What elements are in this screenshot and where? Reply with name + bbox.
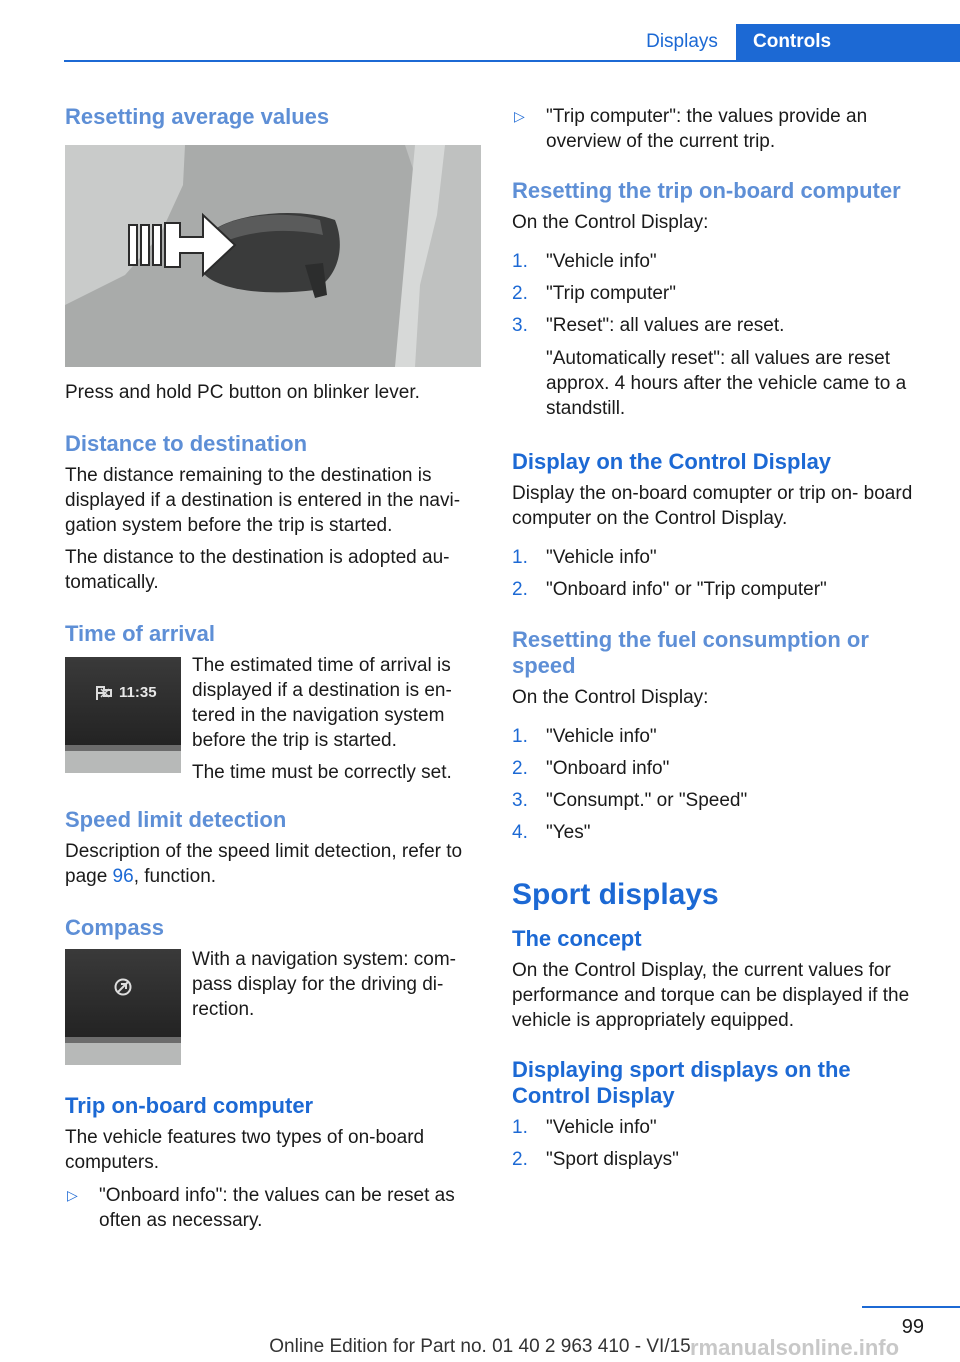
compass-paragraph: With a navigation system: com‐ pass display for the driving di‐ rection. [192,949,456,1020]
speed-text-a: Description of the speed limit detection, refer to page [65,841,463,887]
reset-trip-intro: On the Control Display: [512,212,709,233]
list-item [512,1147,922,1172]
heading-displaying-sport-displays: Displaying sport displays on the Control Display [512,1057,851,1108]
step-number: 1. [512,251,528,272]
page-number: 99 [901,1316,924,1338]
watermark: rmanualsonline.info [690,1335,900,1360]
heading-compass: Compass [65,915,165,940]
list-item [512,249,922,274]
right-column [512,100,922,1172]
navigation-flag-icon [95,685,113,701]
list-item [512,281,922,306]
heading-sport-displays: Sport displays [512,878,719,911]
list-item [512,313,922,421]
bullet-text: "Trip computer": the values provide an overview of the current trip. [546,106,868,152]
distance-paragraph-2: The distance to the destination is adopted au‐ tomatically. [65,547,450,593]
arrival-display-image [65,657,181,773]
tab-controls[interactable]: Controls [736,24,960,62]
trip-bullet-list-right [512,104,922,154]
footer-edition-text [0,1336,960,1358]
step-number: 1. [512,1117,528,1138]
step-number: 2. [512,758,528,779]
reset-trip-steps [512,249,922,421]
heading-resetting-fuel-consumption: Resetting the fuel consumption or speed [512,627,869,678]
heading-display-on-control-display: Display on the Control Display [512,449,832,474]
concept-paragraph: On the Control Display, the current values for performance and torque can be displayed if the vehicle is appropriately equipped. [512,960,910,1031]
step-text: "Consumpt." or "Speed" [546,790,748,811]
list-item [512,1115,922,1140]
list-item [65,1183,481,1233]
step-text: "Trip computer" [546,283,676,304]
step-text: "Onboard info" or "Trip computer" [546,579,827,600]
heading-the-concept: The concept [512,926,642,951]
reset-average-text: Press and hold PC button on blinker lever. [65,382,420,403]
list-item [512,724,922,749]
list-item [512,545,922,570]
speed-paragraph [65,839,481,889]
step-number: 2. [512,579,528,600]
display-intro: Display the on-board comupter or trip on- board computer on the Control Display. [512,483,913,529]
step-text: "Yes" [546,822,591,843]
step-number: 4. [512,822,528,843]
list-item [512,577,922,602]
reset-fuel-steps [512,724,922,845]
display-steps [512,545,922,602]
step-number: 3. [512,315,528,336]
compass-section [65,947,481,1087]
triangle-bullet-icon: ▷ [514,108,525,124]
step-text: "Vehicle info" [546,1117,657,1138]
reset-trip-note: "Automatically reset": all values are reset approx. 4 hours after the vehicle came to a standstill. [546,348,907,419]
heading-trip-on-board-computer: Trip on-board computer [65,1093,314,1118]
list-item [512,820,922,845]
arrival-section [65,653,481,785]
step-text: "Vehicle info" [546,251,657,272]
page-96-link[interactable]: 96 [112,866,134,887]
step-text: "Vehicle info" [546,547,657,568]
arrival-paragraph-2: The time must be correctly set. [192,762,452,783]
list-item [512,788,922,813]
arrival-clock: 11:35 [119,684,157,701]
triangle-bullet-icon: ▷ [67,1187,78,1203]
trip-bullet-list-left [65,1183,481,1233]
blinker-lever-photo [65,145,481,367]
step-number: 3. [512,790,528,811]
header-rule [64,60,960,62]
heading-resetting-trip-computer: Resetting the trip on-board computer [512,178,901,203]
compass-icon [113,977,133,997]
compass-display-image [65,949,181,1065]
step-number: 2. [512,283,528,304]
step-text: "Vehicle info" [546,726,657,747]
footer-rule [862,1306,960,1308]
heading-time-of-arrival: Time of arrival [65,621,215,646]
distance-paragraph-1: The distance remaining to the destination is displayed if a destination is entered in the navi‐ gation system before the trip is started. [65,465,461,536]
trip-paragraph: The vehicle features two types of on-board computers. [65,1127,425,1173]
step-number: 1. [512,547,528,568]
heading-distance-to-destination: Distance to destination [65,431,308,456]
speed-text-b: , function. [133,866,217,887]
step-number: 2. [512,1149,528,1170]
arrival-paragraph-1: The estimated time of arrival is displayed if a destination is en‐ tered in the navigation system before the trip is started. [192,655,452,751]
blinker-lever-illustration [65,145,481,367]
tab-displays[interactable]: Displays [646,31,718,52]
bullet-text: "Onboard info": the values can be reset as often as necessary. [99,1185,455,1231]
list-item [512,104,922,154]
heading-speed-limit-detection: Speed limit detection [65,807,287,832]
step-text: "Reset": all values are reset. [546,315,785,336]
page-header [0,0,960,62]
step-text: "Sport displays" [546,1149,679,1170]
step-number: 1. [512,726,528,747]
heading-resetting-average-values: Resetting average values [65,104,330,129]
sport-display-steps [512,1115,922,1172]
edition-label: Online Edition for Part no. 01 40 2 963 410 - VI/15 [269,1336,691,1357]
step-text: "Onboard info" [546,758,670,779]
left-column [65,100,481,1233]
list-item [512,756,922,781]
reset-fuel-intro: On the Control Display: [512,687,709,708]
